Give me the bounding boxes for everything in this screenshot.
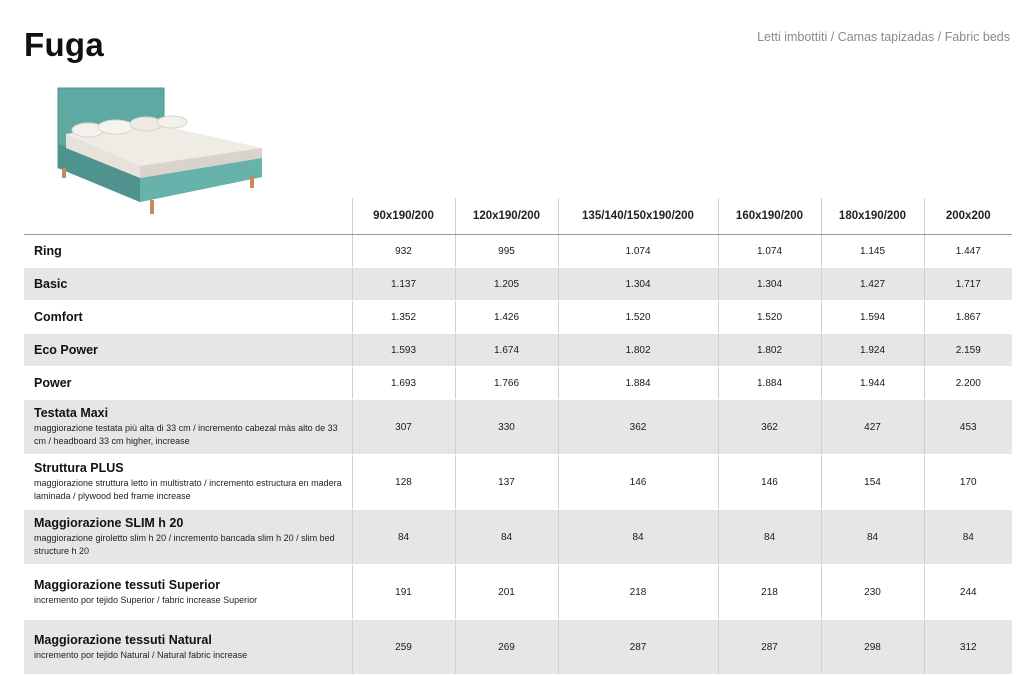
- price-cell: 201: [455, 565, 558, 620]
- column-header: 160x190/200: [718, 198, 821, 235]
- row-label-cell: [24, 367, 352, 400]
- row-label-cell: [24, 235, 352, 268]
- price-cell: 1.520: [718, 301, 821, 334]
- price-table: [24, 198, 1012, 675]
- price-cell: 244: [924, 565, 1012, 620]
- price-cell: 307: [352, 400, 455, 455]
- price-cell: 362: [558, 400, 718, 455]
- price-cell: 287: [558, 620, 718, 675]
- price-cell: 230: [821, 565, 924, 620]
- price-cell: 146: [558, 455, 718, 510]
- row-label-cell: [24, 301, 352, 334]
- price-cell: 1.447: [924, 235, 1012, 268]
- price-cell: 1.766: [455, 367, 558, 400]
- row-name: Power: [34, 376, 72, 390]
- price-cell: 362: [718, 400, 821, 455]
- price-cell: 84: [455, 510, 558, 565]
- table-row: [24, 565, 1012, 620]
- price-cell: 259: [352, 620, 455, 675]
- table-row: [24, 510, 1012, 565]
- price-cell: 932: [352, 235, 455, 268]
- price-cell: 1.520: [558, 301, 718, 334]
- row-label-cell: [24, 620, 352, 675]
- column-header: 180x190/200: [821, 198, 924, 235]
- price-cell: 1.074: [718, 235, 821, 268]
- price-cell: 1.145: [821, 235, 924, 268]
- column-header: 200x200: [924, 198, 1012, 235]
- row-description: incremento por tejido Natural / Natural fabric increase: [34, 649, 248, 660]
- price-cell: 128: [352, 455, 455, 510]
- row-name: Maggiorazione tessuti Natural: [34, 632, 212, 647]
- price-cell: 1.205: [455, 268, 558, 301]
- price-cell: 269: [455, 620, 558, 675]
- price-cell: 191: [352, 565, 455, 620]
- price-cell: 1.924: [821, 334, 924, 367]
- price-cell: 1.693: [352, 367, 455, 400]
- column-header: 120x190/200: [455, 198, 558, 235]
- price-cell: 1.867: [924, 301, 1012, 334]
- price-cell: 287: [718, 620, 821, 675]
- price-cell: 1.944: [821, 367, 924, 400]
- row-name: Struttura PLUS: [34, 461, 124, 475]
- row-description: maggiorazione struttura letto in multistrato / incremento estructura en madera laminada / plywood bed frame increase: [34, 478, 342, 501]
- price-cell: 298: [821, 620, 924, 675]
- price-cell: 453: [924, 400, 1012, 455]
- column-header: 90x190/200: [352, 198, 455, 235]
- price-cell: 427: [821, 400, 924, 455]
- row-label-cell: [24, 565, 352, 620]
- page-title: Fuga: [24, 26, 105, 63]
- price-cell: 84: [352, 510, 455, 565]
- row-description: maggiorazione testata più alta di 33 cm / incremento cabezal màs alto de 33 cm / headboard 33 cm higher, increase: [34, 423, 338, 446]
- table-row: [24, 235, 1012, 268]
- row-label-cell: [24, 510, 352, 565]
- price-cell: 1.884: [718, 367, 821, 400]
- price-cell: 1.304: [718, 268, 821, 301]
- price-cell: 84: [558, 510, 718, 565]
- row-name: Maggiorazione SLIM h 20: [34, 516, 184, 530]
- price-cell: 84: [821, 510, 924, 565]
- table-row: [24, 367, 1012, 400]
- price-cell: 2.159: [924, 334, 1012, 367]
- row-label-cell: [24, 400, 352, 455]
- row-name: Comfort: [34, 310, 83, 324]
- table-row: [24, 400, 1012, 455]
- price-cell: 137: [455, 455, 558, 510]
- table-row: [24, 334, 1012, 367]
- row-description: incremento por tejido Superior / fabric increase Superior: [34, 594, 258, 605]
- row-label-cell: [24, 268, 352, 301]
- price-cell: 1.427: [821, 268, 924, 301]
- price-cell: 1.426: [455, 301, 558, 334]
- table-header-row: [24, 198, 1012, 235]
- price-cell: 84: [924, 510, 1012, 565]
- row-name: Maggiorazione tessuti Superior: [34, 577, 221, 592]
- price-cell: 1.304: [558, 268, 718, 301]
- table-row: [24, 620, 1012, 675]
- price-cell: 1.884: [558, 367, 718, 400]
- price-cell: 1.352: [352, 301, 455, 334]
- price-cell: 995: [455, 235, 558, 268]
- price-cell: 312: [924, 620, 1012, 675]
- price-cell: 154: [821, 455, 924, 510]
- table-row: [24, 268, 1012, 301]
- row-name: Testata Maxi: [34, 406, 109, 420]
- row-name: Ring: [34, 244, 62, 258]
- table-corner: [24, 198, 352, 235]
- price-cell: 218: [718, 565, 821, 620]
- column-header: 135/140/150x190/200: [558, 198, 718, 235]
- price-cell: 146: [718, 455, 821, 510]
- row-label-cell: [24, 334, 352, 367]
- price-cell: 1.074: [558, 235, 718, 268]
- row-name: Eco Power: [34, 343, 98, 357]
- price-cell: 218: [558, 565, 718, 620]
- row-description: maggiorazione giroletto slim h 20 / incremento bancada slim h 20 / slim bed structure h 20: [34, 533, 335, 556]
- price-cell: 2.200: [924, 367, 1012, 400]
- table-row: [24, 455, 1012, 510]
- price-cell: 84: [718, 510, 821, 565]
- row-name: Basic: [34, 277, 68, 291]
- price-cell: 1.137: [352, 268, 455, 301]
- price-cell: 1.594: [821, 301, 924, 334]
- price-cell: 1.802: [718, 334, 821, 367]
- category-label: Letti imbottiti / Camas tapizadas / Fabric beds: [757, 30, 1010, 44]
- price-cell: 1.717: [924, 268, 1012, 301]
- price-cell: 170: [924, 455, 1012, 510]
- row-label-cell: [24, 455, 352, 510]
- price-cell: 330: [455, 400, 558, 455]
- price-cell: 1.674: [455, 334, 558, 367]
- price-cell: 1.593: [352, 334, 455, 367]
- price-cell: 1.802: [558, 334, 718, 367]
- table-row: [24, 301, 1012, 334]
